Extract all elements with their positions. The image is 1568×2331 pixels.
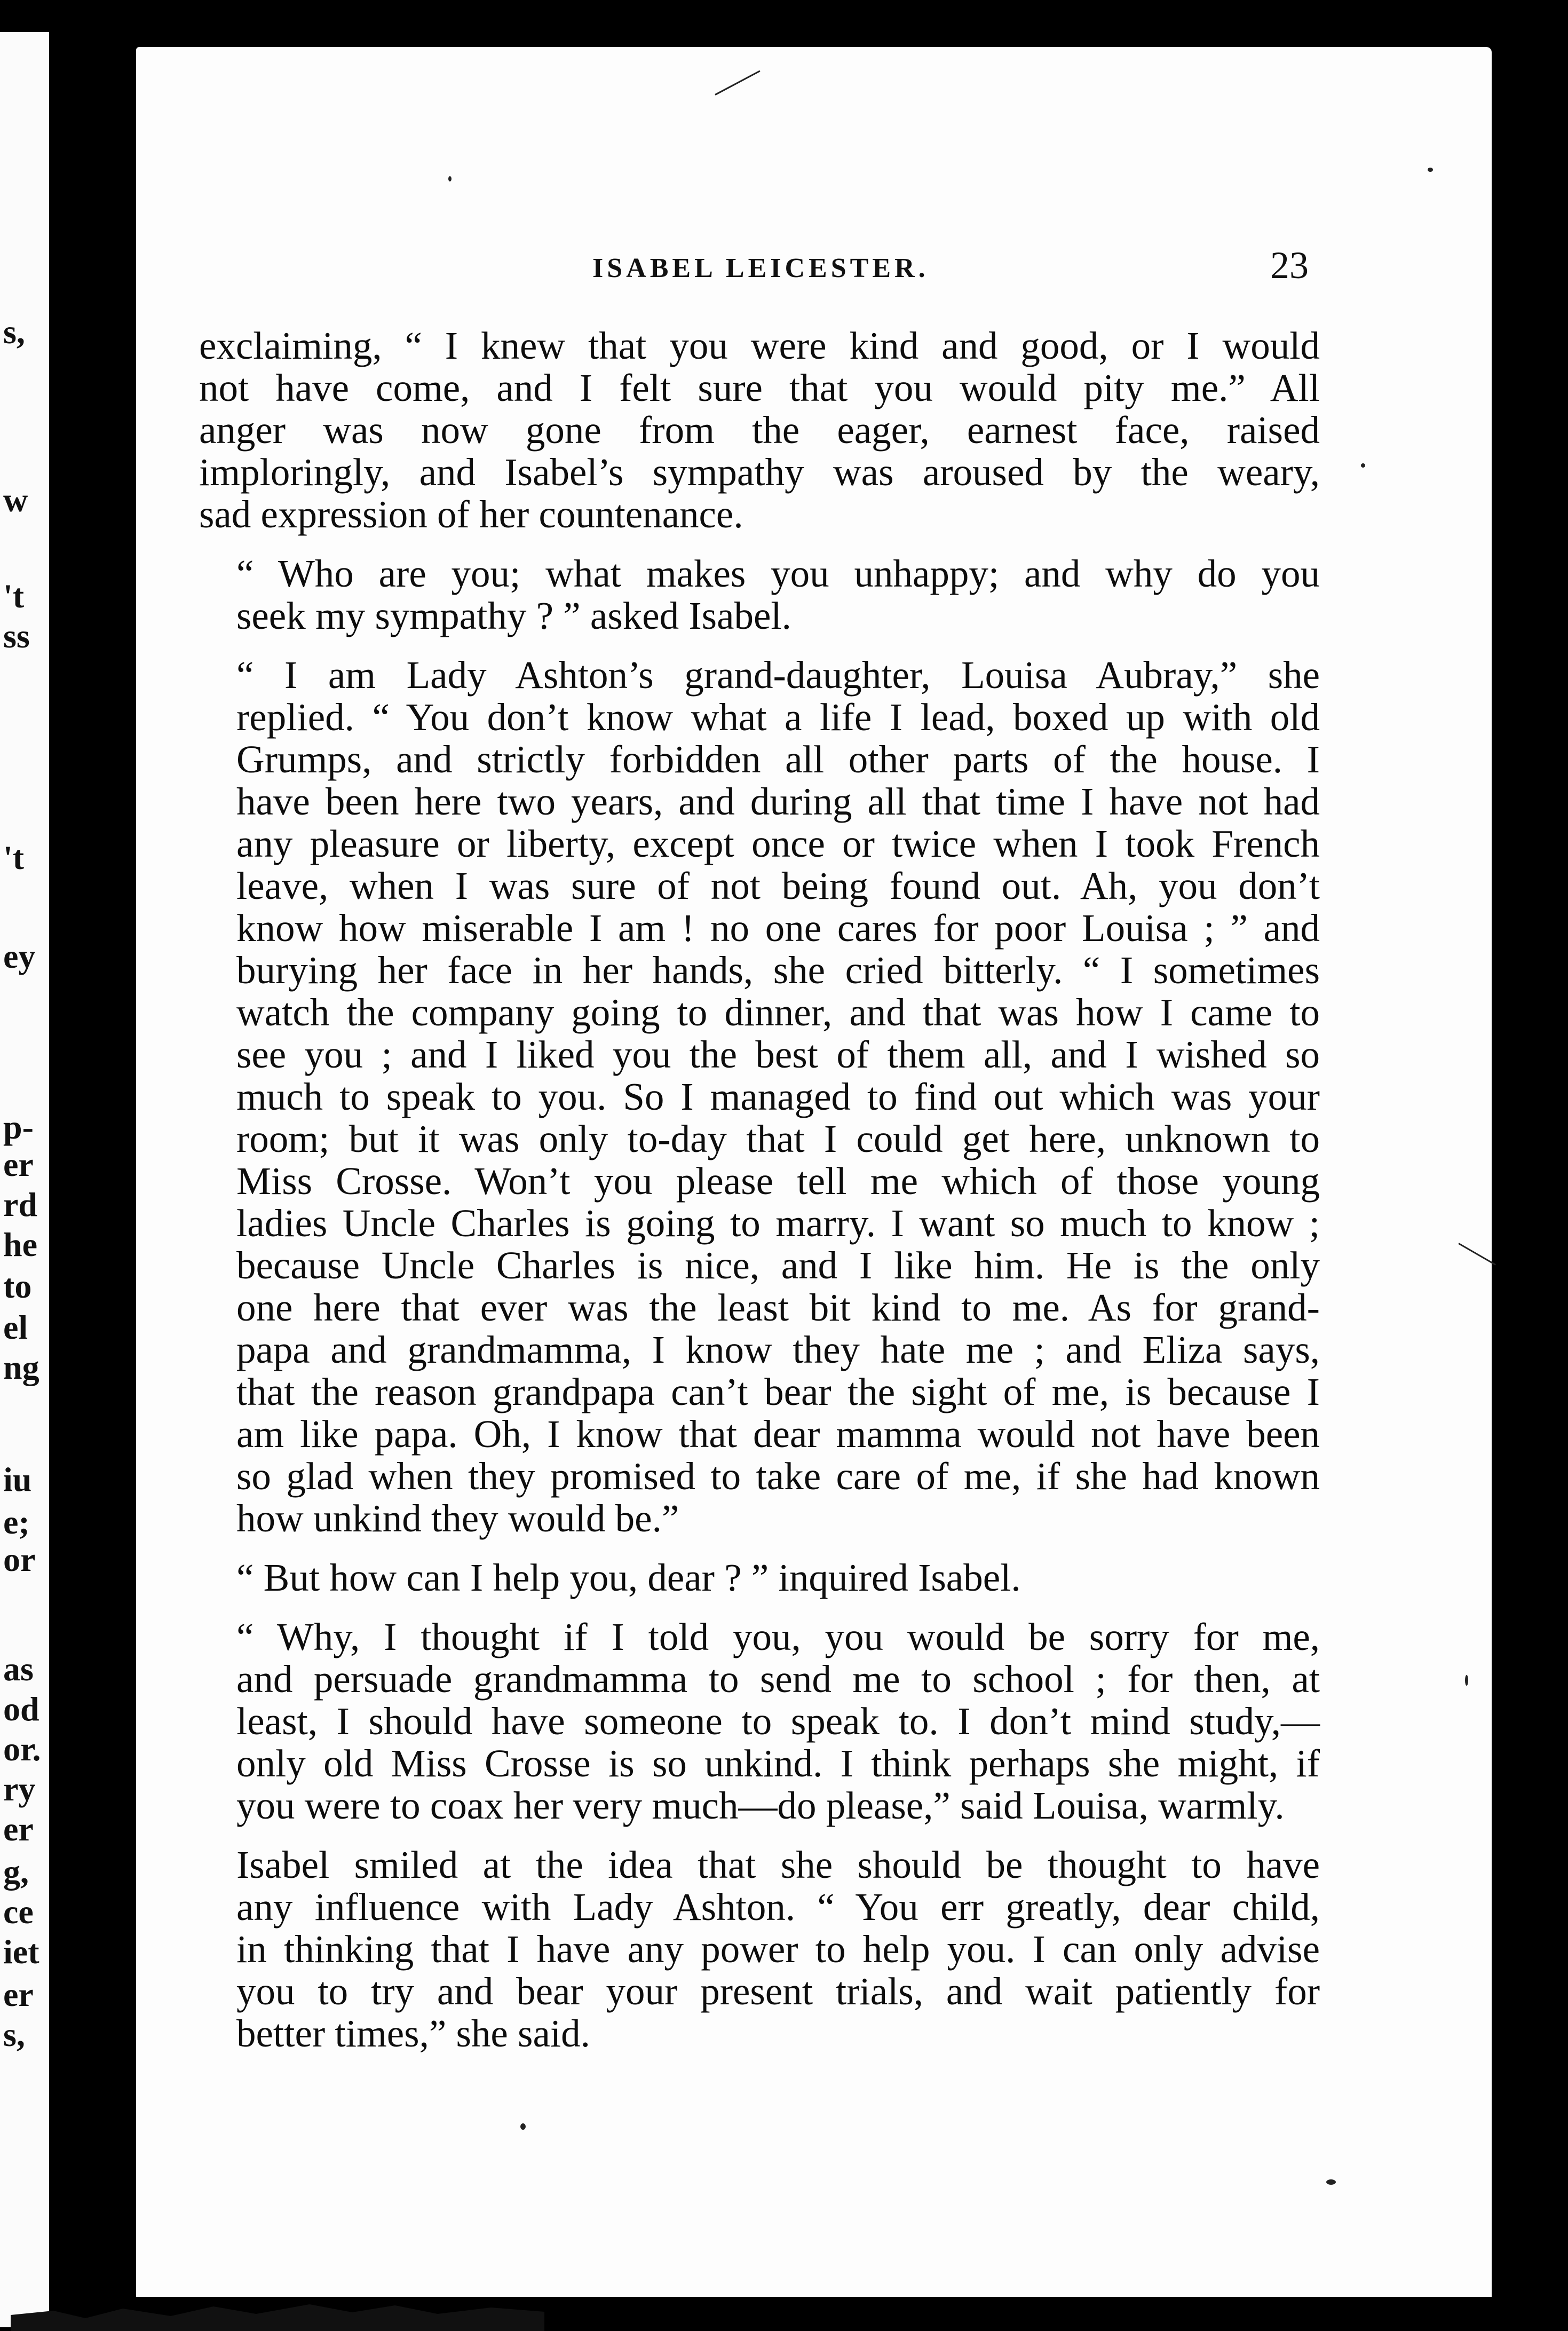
left-page-text-fragment: or. [3, 1730, 41, 1768]
left-page-text-fragment: g, [3, 1853, 29, 1891]
text-line: “ I am Lady Ashton’s grand-daughter, Louisa Aubray,” she [236, 653, 1320, 697]
text-line: “ Who are you; what makes you unhappy; and why do you [236, 552, 1320, 595]
scan-speck [448, 176, 452, 181]
text-line: because Uncle Charles is nice, and I like him. He is the only [236, 1244, 1320, 1287]
left-page-text-fragment: to [3, 1267, 32, 1305]
left-page-text-fragment: s, [3, 2016, 25, 2053]
left-page-text-fragment: el [3, 1308, 28, 1346]
page-number: 23 [1270, 244, 1309, 287]
left-page-text-fragment: w [3, 481, 28, 519]
left-page-text-fragment: 't [3, 839, 25, 876]
paragraph [199, 1616, 1320, 1827]
text-line: burying her face in her hands, she cried bitterly. “ I sometimes [236, 949, 1320, 992]
text-line: and persuade grandmamma to send me to school ; for then, at [236, 1657, 1320, 1701]
scan-mark [715, 70, 760, 96]
paragraph [199, 1844, 1320, 2055]
text-line: so glad when they promised to take care of me, if she had known [236, 1455, 1320, 1498]
left-page-text-fragment: 't [3, 577, 25, 615]
scan-mark [1458, 1243, 1496, 1266]
scan-speck [1326, 2179, 1336, 2185]
left-page-text-fragment: as [3, 1650, 34, 1688]
left-page-text-fragment: ry [3, 1770, 36, 1808]
text-line: you to try and bear your present trials, and wait patiently for [236, 1970, 1320, 2013]
text-line: room; but it was only to-day that I could get here, unknown to [236, 1117, 1320, 1160]
scan-speck [1361, 463, 1365, 468]
text-line: “ But how can I help you, dear ? ” inquired Isabel. [236, 1556, 1021, 1599]
scan-speck [1465, 1675, 1468, 1686]
paragraph [199, 552, 1320, 637]
text-line: exclaiming, “ I knew that you were kind and good, or I would [199, 324, 1320, 367]
text-line: that the reason grandpapa can’t bear the sight of me, is because I [236, 1370, 1320, 1413]
text-line: better times,” she said. [236, 2012, 590, 2055]
text-line: replied. “ You don’t know what a life I lead, boxed up with old [236, 696, 1320, 739]
left-page-text-fragment: ng [3, 1348, 39, 1386]
text-line: know how miserable I am ! no one cares for poor Louisa ; ” and [236, 906, 1320, 950]
left-page-text-fragment: er [3, 1810, 34, 1848]
left-page-text-fragment: od [3, 1690, 39, 1728]
left-page-text-fragment: p- [3, 1108, 34, 1146]
left-page-text-fragment: ss [3, 617, 30, 655]
text-line: how unkind they would be.” [236, 1497, 679, 1540]
page-header [136, 244, 1492, 293]
text-line: leave, when I was sure of not being found out. Ah, you don’t [236, 864, 1320, 907]
left-page-text-fragment: er [3, 1976, 34, 2013]
text-line: you were to coax her very much—do please,” said Louisa, warmly. [236, 1784, 1285, 1827]
text-line: anger was now gone from the eager, earnest face, raised [199, 408, 1320, 452]
paragraph [199, 1556, 1320, 1599]
text-line: only old Miss Crosse is so unkind. I think perhaps she might, if [236, 1742, 1320, 1785]
text-line: much to speak to you. So I managed to find out which was your [236, 1075, 1320, 1118]
left-page-text-fragment: er [3, 1145, 34, 1183]
left-page-text-fragment: rd [3, 1186, 37, 1223]
text-line: not have come, and I felt sure that you would pity me.” All [199, 366, 1320, 409]
paragraph [199, 654, 1320, 1539]
text-line: ladies Uncle Charles is going to marry. I want so much to know ; [236, 1202, 1320, 1245]
text-line: sad expression of her countenance. [199, 493, 743, 536]
left-page-text-fragment: ce [3, 1893, 34, 1931]
text-line: Isabel smiled at the idea that she should be thought to have [236, 1843, 1320, 1886]
left-page-text-fragment: e; [3, 1503, 30, 1541]
scan-speck [520, 2123, 526, 2130]
left-page-text-fragment: iu [3, 1460, 32, 1498]
left-page-text-fragment: he [3, 1226, 37, 1263]
body-text [199, 325, 1320, 2072]
adjacent-page-fragment [0, 32, 49, 2327]
scan-noise [11, 2283, 544, 2331]
text-line: any influence with Lady Ashton. “ You err greatly, dear child, [236, 1885, 1320, 1929]
text-line: papa and grandmamma, I know they hate me ; and Eliza says, [236, 1328, 1320, 1371]
text-line: one here that ever was the least bit kind to me. As for grand- [236, 1286, 1320, 1329]
text-line: see you ; and I liked you the best of them all, and I wished so [236, 1033, 1320, 1076]
text-line: “ Why, I thought if I told you, you would be sorry for me, [236, 1615, 1320, 1658]
text-line: Grumps, and strictly forbidden all other parts of the house. I [236, 738, 1320, 781]
left-page-text-fragment: s, [3, 313, 25, 351]
left-page-text-fragment: or [3, 1540, 36, 1578]
text-line: in thinking that I have any power to help you. I can only advise [236, 1927, 1320, 1971]
text-line: Miss Crosse. Won’t you please tell me which of those young [236, 1159, 1320, 1203]
text-line: am like papa. Oh, I know that dear mamma would not have been [236, 1412, 1320, 1456]
text-line: least, I should have someone to speak to. I don’t mind study,— [236, 1700, 1320, 1743]
text-line: imploringly, and Isabel’s sympathy was aroused by the weary, [199, 451, 1320, 494]
text-line: any pleasure or liberty, except once or twice when I took French [236, 822, 1320, 865]
left-page-text-fragment: ey [3, 937, 36, 975]
text-line: have been here two years, and during all that time I have not had [236, 780, 1320, 823]
scan-speck [1428, 168, 1433, 172]
text-line: seek my sympathy ? ” asked Isabel. [236, 594, 791, 637]
book-page [136, 47, 1492, 2297]
left-page-text-fragment: iet [3, 1933, 39, 1971]
paragraph [199, 325, 1320, 535]
running-title: ISABEL LEICESTER. [592, 253, 929, 283]
text-line: watch the company going to dinner, and that was how I came to [236, 991, 1320, 1034]
